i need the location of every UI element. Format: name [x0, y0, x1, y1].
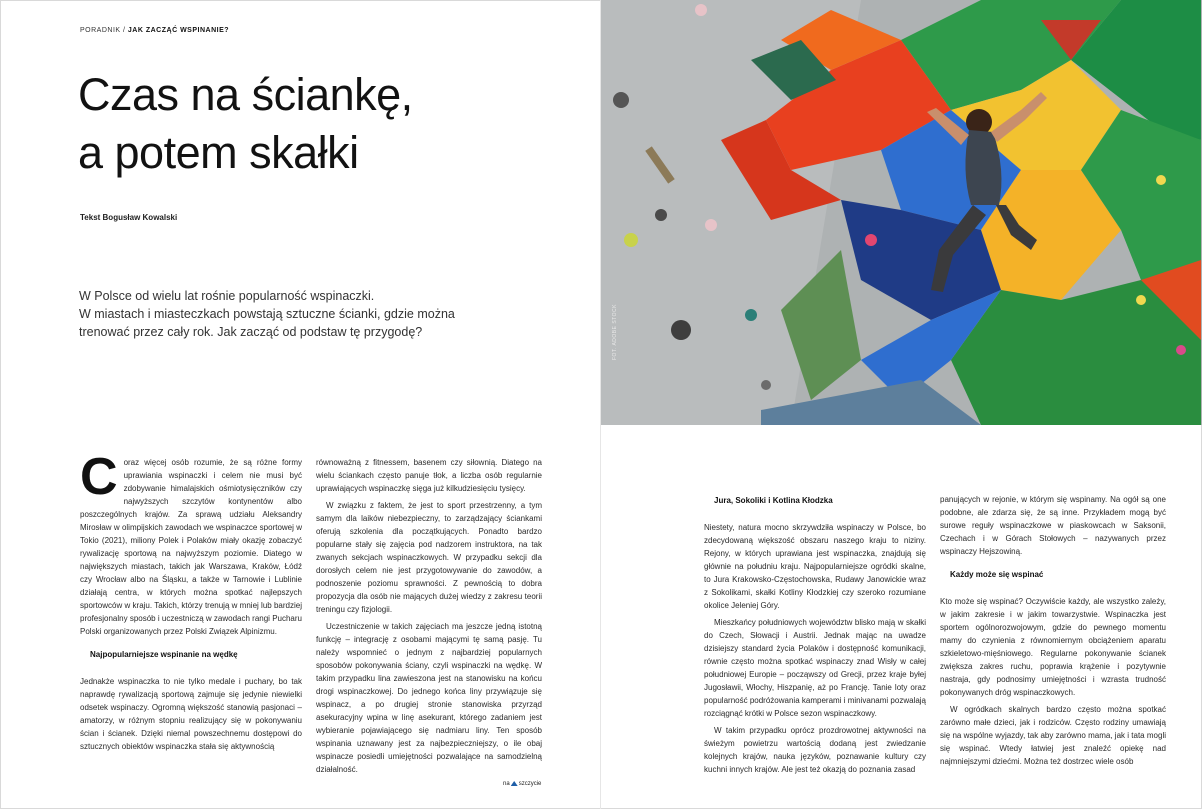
body-column-3 [704, 484, 926, 780]
climbing-wall-illustration [601, 0, 1202, 425]
drop-cap: C [80, 448, 118, 506]
byline: Tekst Bogusław Kowalski [80, 213, 178, 222]
subheading: Jura, Sokoliki i Kotlina Kłodzka [714, 496, 833, 505]
body-paragraph: Kto może się wspinać? Oczywiście każdy, ale wszystko zależy, w jakim zakresie i w jakim towarzystwie. Wspinaczka jest sportem ogólnorozwojowym, gdzie do pewnego momentu mamy do czynienia z równomiernym obciążeniem aparatu szkieletowo-mięśniowego. Regularne pokonywanie ścianek zwiększa zakres ruchu, poprawia krążenie i pozytywnie nastraja, gdy podnosimy umiejętności i wzrasta trudność pokonywanych dróg wspinaczkowych. [940, 597, 1166, 697]
body-paragraph: Uczestniczenie w takich zajęciach ma jeszcze jedną istotną funkcję – integrację z osobami mającymi tę samą pasję. Tu należy wspomnieć o jednym z najbardziej popularnych sposobów pokonywania ściany, czyli wspinaczki na wędkę. W takim przypadku lina zawieszona jest na stanowisku na końcu drogi wspinaczkowej. Do jednego końca liny przywiązuje się wspinacz, a po drugiej stronie stanowiska przyrząd asekuracyjny wpina w linę asekurant, którego zadaniem jest wybieranie pojawiającego się nadmiaru liny. Ten sposób wspinania uznawany jest za najbezpieczniejszy, o ile obaj wspinacze posiedli umiejętności pozwalające na samodzielną działalność. [316, 622, 542, 774]
body-paragraph: równoważną z fitnessem, basenem czy siłownią. Diatego na wielu ściankach często panuje tłok, a liczba osób regularnie uprawiających wspinaczkę sięga już kilkudziesięciu tysięcy. [316, 458, 542, 493]
body-paragraph: Mieszkańcy południowych województw blisko mają w skałki do Czech, Słowacji i Austrii. Jednak mając na uwadze dzisiejszy standard życia Polaków i dostępność komunikacji, równie często można spotkać wspinaczy znad Wisły w całej południowej Europie – począwszy od Grecji, przez kraje byłej Jugosławii, Włochy, Hiszpanię, aż po Francję. Tanie loty oraz popularność podróżowania kamperami i minivanami pozwalają rozciągnąć krótki w Polsce sezon wspinaczkowy. [704, 618, 926, 718]
section-kicker [80, 27, 229, 34]
logo-text: szczycie [518, 781, 542, 787]
title-line-1: Czas na ściankę, [78, 69, 413, 120]
title-line-2: a potem skałki [78, 127, 359, 178]
body-column-4 [940, 493, 1166, 772]
body-paragraph: W ogródkach skalnych bardzo często można spotkać zarówno małe dzieci, jak i rodziców. Często rodziny umawiają się na wspólne wyjazdy, tak aby zarówno mama, jak i tata mogli się wspinać. Wtedy łatwiej jest znaleźć opiekę nad najmniejszymi dziećmi. Można też dostrzec wiele osób [940, 705, 1166, 766]
body-paragraph: W związku z faktem, że jest to sport przestrzenny, a tym samym dla laików niebezpieczny, to zarządzający ściankami oferują szkolenia dla początkujących. Ponadto bardzo popularne stały się zajęcia pod nadzorem instruktora, na tak zwanych sekcjach wspinaczkowych. W przypadku sekcji dla dorosłych celem nie jest przygotowywanie do zawodów, a podnoszenie poziomu sprawności. Z pewnością to dobra propozycja dla osób nie mających dużej wiedzy z zakresu teorii treningu czy fizjologii. [316, 501, 542, 614]
body-column-2 [316, 456, 542, 780]
climbing-wall-photo [601, 0, 1202, 425]
section-label: PORADNIK / [80, 27, 128, 34]
body-paragraph: oraz więcej osób rozumie, że są różne formy uprawiania wspinaczki i celem nie musi być zdobywanie himalajskich ośmiotysięczników czy najwyższych szczytów kontynentów albo poszczególnych krajów. Za sprawą udziału Aleksandry Mirosław w olimpijskich zawodach we wspinaczce sportowej w Tokio (2021), miliony Polek i Polaków miały okazję zobaczyć rywalizację sportową na najwyższym poziomie. Diatego w największych miastach, takich jak Warszawa, Kraków, Łódź czy Wrocław albo na Śląsku, a także w Tarnowie i Lublinie działają centra, w których można spotkać najlepszych sportowców w kraju. Takich, którzy trenują w mniej lub bardziej profesjonalny sposób i uczestniczą w zawodach rangi Pucharu Polski organizowanych przez Polski Związek Alpinizmu. [80, 458, 302, 636]
topic-label: JAK ZACZĄĆ WSPINANIE? [127, 27, 230, 34]
photo-credit: FOT. ADOBE STOCK [612, 304, 618, 360]
lead-line-3: trenować przez cały rok. Jak zacząć od podstaw tę przygodę? [79, 325, 423, 339]
body-paragraph: Jednakże wspinaczka to nie tylko medale i puchary, bo tak naprawdę rywalizacją sportową zajmuje się jedynie niewielki odsetek wspinaczy. Ogromną większość stanowią pasjonaci – amatorzy, w różnym stopniu realizujący się w pokonywaniu ścian i ścianek. Dzięki niemal powszechnemu dostępowi do sztucznych obiektów wspinaczka stała się aktywnością [80, 677, 302, 751]
magazine-logo [503, 781, 541, 787]
article-title [78, 66, 548, 182]
body-column-1 [80, 448, 302, 757]
logo-prefix: na [503, 781, 510, 787]
body-paragraph: W takim przypadku oprócz prozdrowotnej aktywności na świeżym powietrzu wartością dodaną jest zwiedzanie kolejnych krajów, nauka języków, poznawanie kultury czy kuchni innych krajów. Ale jest też okazją do poznania zasad [704, 726, 926, 774]
subheading: Każdy może się wspinać [950, 570, 1044, 579]
body-paragraph: Niestety, natura mocno skrzywdziła wspinaczy w Polsce, bo zdecydowaną większość obszaru naszego kraju to niziny. Rejony, w których uprawiana jest wspinaczka, znajdują się głównie na południu kraju. Najpopularniejsze ogródki skalne, to Jura Krakowsko-Częstochowska, Rudawy Janowickie wraz z Sokolikami, skałki Kotliny Kłodzkiej czy szeroko rozumiane okolice Jeleniej Góry. [704, 523, 926, 610]
lead-line-1: W Polsce od wielu lat rośnie popularność wspinaczki. [79, 289, 375, 303]
lead-paragraph [79, 287, 499, 341]
lead-line-2: W miastach i miasteczkach powstają sztuczne ścianki, gdzie można [79, 307, 455, 321]
body-paragraph: panujących w rejonie, w którym się wspinamy. Na ogół są one podobne, ale zdarza się, że są inne. Przykładem mogą być surowe reguły wspinaczkowe w piaskowcach w Saksonii, Czechach i w Górach Stołowych – nazywanych przez wspinaczy Hejszowiną. [940, 495, 1166, 556]
subheading: Najpopularniejsze wspinanie na wędkę [90, 650, 238, 659]
mountain-icon [511, 781, 518, 786]
